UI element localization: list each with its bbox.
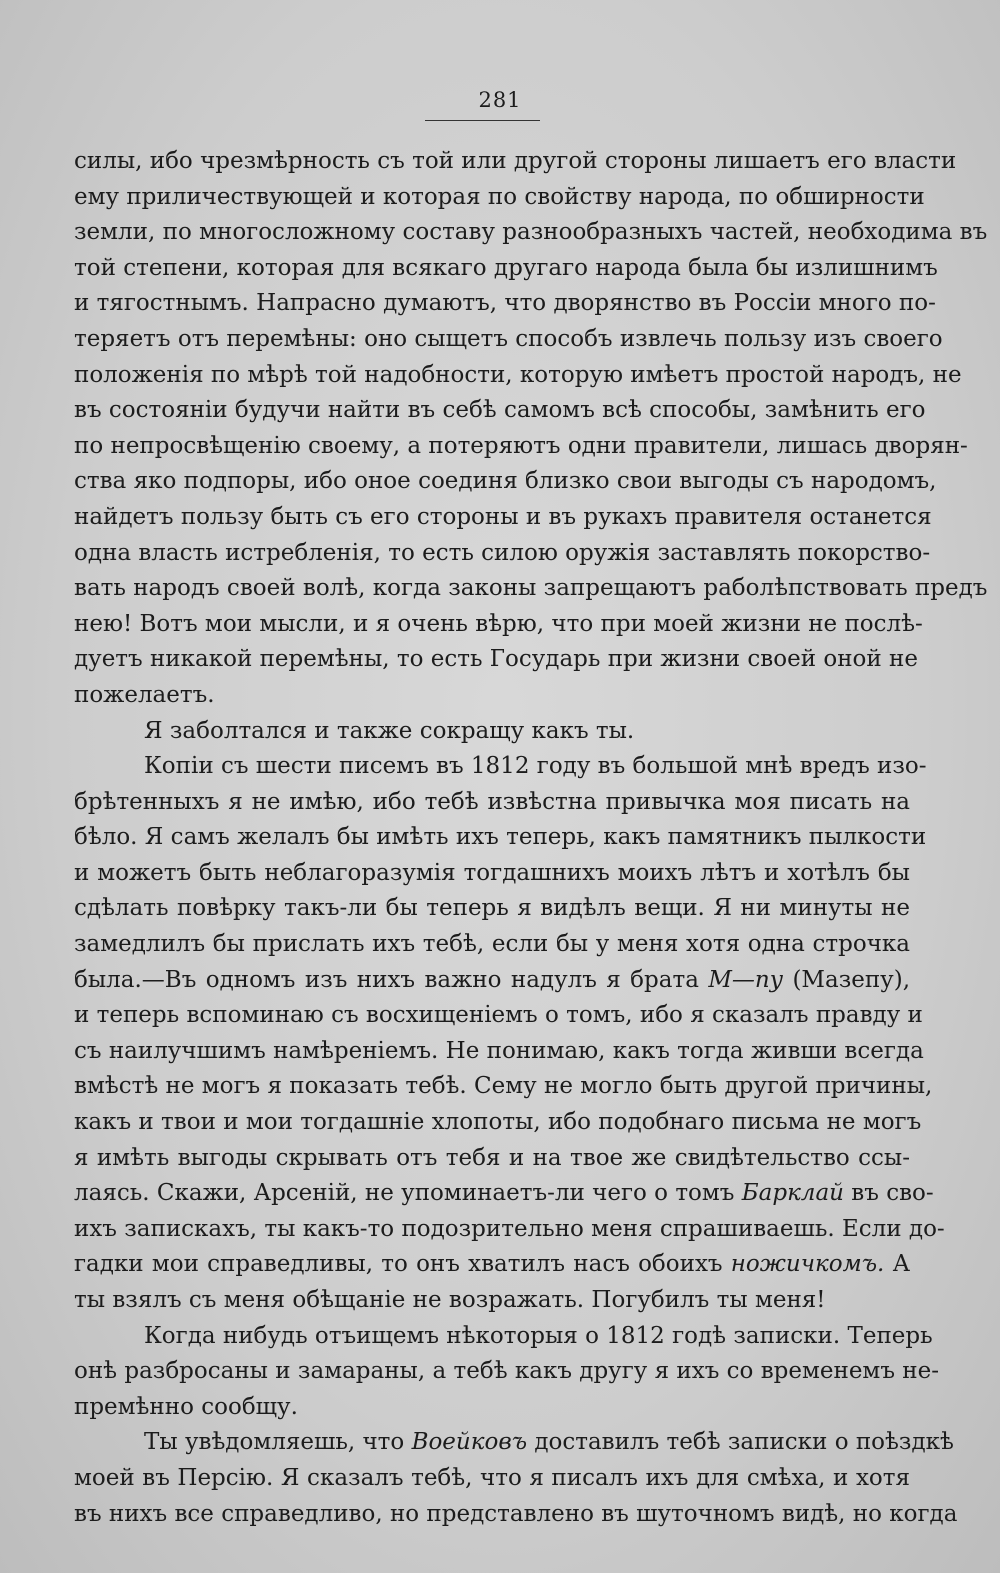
line-text-tail: А	[884, 1251, 910, 1278]
text-line	[74, 856, 910, 892]
line-text: въ нихъ все справедливо, но представлено въ шуточномъ видѣ, но когда	[74, 1500, 958, 1527]
text-line	[74, 1105, 922, 1141]
text-line	[74, 1247, 910, 1283]
line-text: съ наилучшимъ намѣреніемъ. Не понимаю, какъ тогда живши всегда	[74, 1037, 924, 1064]
text-line	[74, 1425, 954, 1461]
line-text: одна власть истребленія, то есть силою оружія заставлять покорство-	[74, 539, 931, 566]
line-text: лаясь. Скажи, Арсеній, не упоминаетъ-ли чего о томъ	[74, 1180, 742, 1207]
text-line	[74, 464, 937, 500]
line-text: бѣло. Я самъ желалъ бы имѣть ихъ теперь, какъ памятникъ пылкости	[74, 824, 927, 851]
line-text: положенія по мѣрѣ той надобности, которую имѣетъ простой народъ, не	[74, 361, 962, 388]
text-line	[74, 429, 968, 465]
page-header	[0, 88, 1000, 112]
line-text: земли, по многосложному составу разнообразныхъ частей, необходима въ	[74, 219, 988, 246]
line-text: Когда нибудь отъищемъ нѣкоторыя о 1812 годѣ записки. Теперь	[144, 1322, 933, 1349]
text-line	[74, 998, 923, 1034]
line-text: сдѣлать повѣрку такъ-ли бы теперь я видѣлъ вещи. Я ни минуты не	[74, 895, 910, 922]
line-text: я имѣть выгоды скрывать отъ тебя и на твое же свидѣтельство ссы-	[74, 1144, 910, 1171]
text-line	[74, 322, 943, 358]
line-text-tail: доставилъ тебѣ записки о поѣздкѣ	[527, 1429, 954, 1456]
line-text: была.—Въ одномъ изъ нихъ важно надулъ я брата	[74, 966, 709, 993]
text-line	[74, 144, 957, 180]
line-text: найдетъ пользу быть съ его стороны и въ рукахъ правителя останется	[74, 503, 932, 530]
line-text: брѣтенныхъ я не имѣю, ибо тебѣ извѣстна привычка моя писать на	[74, 788, 910, 815]
italic-name: Воейковъ	[411, 1429, 528, 1456]
text-line	[74, 1212, 945, 1248]
text-line	[74, 1461, 910, 1497]
line-text: дуетъ никакой перемѣны, то есть Государь при жизни своей оной не	[74, 646, 918, 673]
line-text: Я заболтался и также сокращу какъ ты.	[144, 717, 635, 744]
line-text: и теперь вспоминаю съ восхищеніемъ о томъ, ибо я сказалъ правду и	[74, 1002, 923, 1029]
text-line	[74, 1034, 924, 1070]
line-text: гадки мои справедливы, то онъ хватилъ насъ обоихъ	[74, 1251, 731, 1278]
text-line	[74, 1069, 933, 1105]
line-text: какъ и твои и мои тогдашніе хлопоты, ибо подобнаго письма не могъ	[74, 1109, 922, 1136]
text-line	[74, 927, 910, 963]
header-rule	[425, 120, 540, 121]
text-line	[74, 393, 926, 429]
line-text: теряетъ отъ перемѣны: оно сыщетъ способъ извлечь пользу изъ своего	[74, 325, 943, 352]
line-text: той степени, которая для всякаго другаго народа была бы излишнимъ	[74, 254, 938, 281]
line-text: ему приличествующей и которая по свойству народа, по обширности	[74, 183, 925, 210]
line-text: премѣнно сообщу.	[74, 1393, 298, 1420]
line-text: силы, ибо чрезмѣрность съ той или другой стороны лишаетъ его власти	[74, 148, 957, 174]
text-line	[74, 571, 988, 607]
text-line	[74, 642, 918, 678]
line-text: пожелаетъ.	[74, 681, 215, 708]
text-line	[74, 678, 910, 714]
line-text: и можетъ быть неблагоразумія тогдашнихъ моихъ лѣтъ и хотѣлъ бы	[74, 859, 910, 886]
line-text: ихъ запискахъ, ты какъ-то подозрительно меня спрашиваешь. Если до-	[74, 1215, 945, 1242]
text-line	[74, 358, 962, 394]
line-text: Ты увѣдомляешь, что	[144, 1429, 412, 1456]
text-line	[74, 180, 925, 216]
line-text: ства яко подпоры, ибо оное соединя близко свои выгоды съ народомъ,	[74, 468, 937, 495]
line-text: въ состояніи будучи найти въ себѣ самомъ всѣ способы, замѣнить его	[74, 397, 926, 424]
page-number: 281	[478, 88, 522, 112]
text-line	[74, 1497, 958, 1533]
line-text: замедлилъ бы прислать ихъ тебѣ, если бы у меня хотя одна строчка	[74, 931, 910, 958]
line-text: ты взялъ съ меня обѣщаніе не возражать. Погубилъ ты меня!	[74, 1287, 826, 1313]
body-text	[74, 144, 988, 1532]
italic-name: ножичкомъ.	[730, 1251, 885, 1278]
line-text: онѣ разбросаны и замараны, а тебѣ какъ другу я ихъ со временемъ не-	[74, 1358, 939, 1385]
text-line	[74, 1283, 910, 1319]
italic-name: Барклай	[741, 1180, 844, 1207]
text-line	[74, 500, 932, 536]
italic-name: М—пу	[708, 966, 784, 993]
text-line	[74, 785, 910, 821]
line-text: Копіи съ шести писемъ въ 1812 году въ большой мнѣ вредъ изо-	[144, 753, 927, 780]
text-line	[74, 1319, 933, 1355]
text-line	[74, 891, 910, 927]
text-line	[74, 1141, 910, 1177]
text-line	[74, 607, 923, 643]
text-line	[74, 963, 910, 999]
line-text: моей въ Персію. Я сказалъ тебѣ, что я писалъ ихъ для смѣха, и хотя	[74, 1464, 910, 1491]
text-line	[74, 1354, 939, 1390]
text-line	[74, 714, 910, 750]
text-line	[74, 1176, 934, 1212]
text-line	[74, 251, 938, 287]
text-line	[74, 215, 988, 251]
text-line	[74, 286, 936, 322]
text-line	[74, 820, 927, 856]
line-text: и тягостнымъ. Напрасно думаютъ, что дворянство въ Россіи много по-	[74, 290, 936, 317]
text-line	[74, 749, 927, 785]
line-text: вать народъ своей волѣ, когда законы запрещаютъ раболѣпствовать предъ	[74, 575, 988, 602]
line-text: вмѣстѣ не могъ я показать тебѣ. Сему не могло быть другой причины,	[74, 1073, 933, 1100]
line-text: по непросвѣщенію своему, а потеряютъ одни правители, лишась дворян-	[74, 432, 968, 459]
text-line	[74, 536, 931, 572]
line-text: нею! Вотъ мои мысли, и я очень вѣрю, что при моей жизни не послѣ-	[74, 610, 923, 637]
line-text-tail: (Мазепу),	[783, 966, 910, 993]
line-text-tail: въ сво-	[843, 1180, 934, 1207]
text-line	[74, 1390, 910, 1426]
